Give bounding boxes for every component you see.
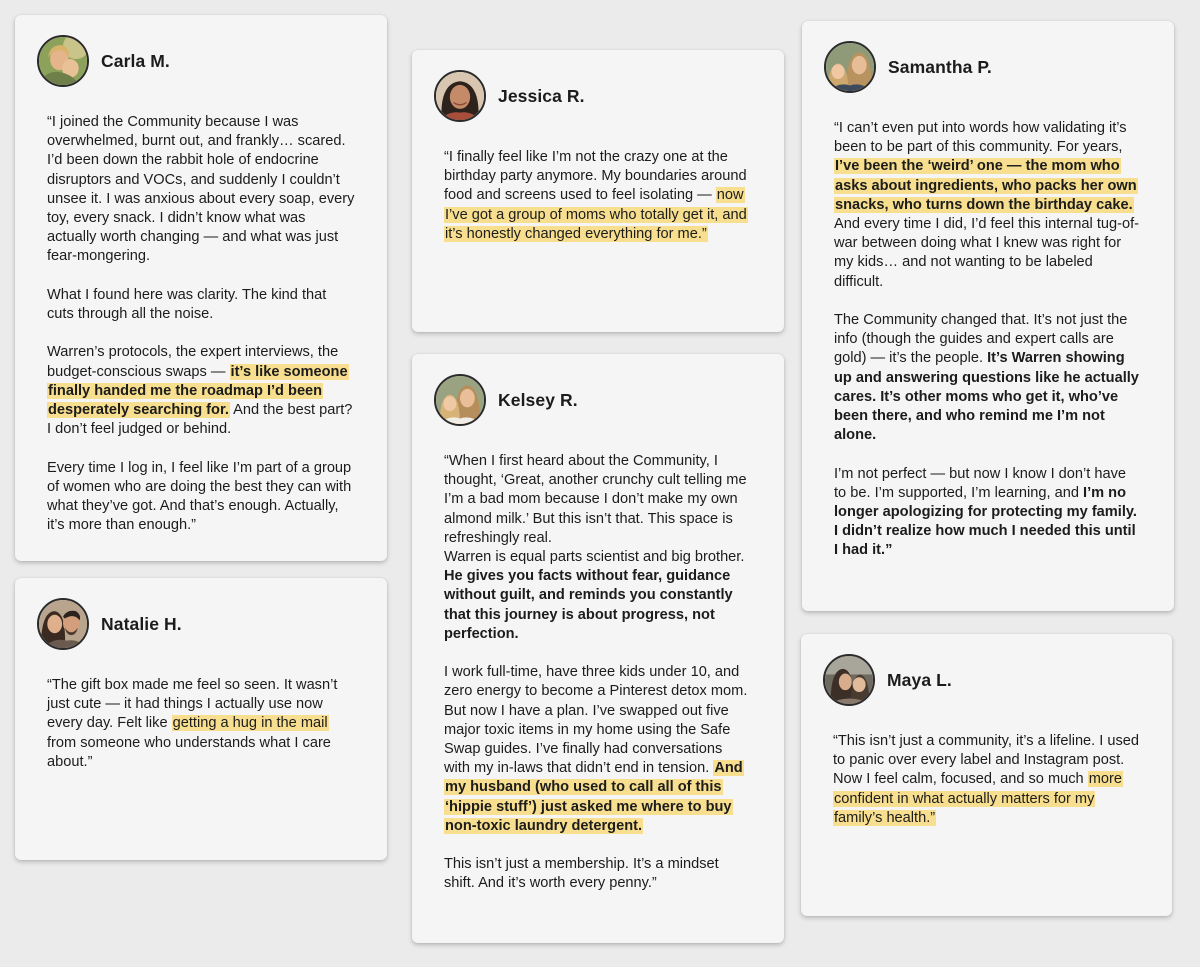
testimonial-quote xyxy=(834,119,1142,561)
testimonial-card-maya xyxy=(801,634,1172,916)
avatar xyxy=(823,654,875,706)
testimonial-quote xyxy=(833,732,1140,828)
author-name: Jessica R. xyxy=(498,85,585,106)
avatar xyxy=(434,70,486,122)
quote-paragraph: “I finally feel like I’m not the crazy one at the birthday party anymore. My boundaries around food and screens used to feel isolating — now I’ve got a group of moms who totally get it, and it’s honestly changed everything for me.” xyxy=(444,149,747,242)
quote-paragraph: “This isn’t just a community, it’s a lifeline. I used to panic over every label and Instagram post. Now I feel calm, focused, and so much more confident in what actually matters for my family’s health.” xyxy=(833,733,1140,826)
bold-text: He gives you facts without fear, guidance without guilt, and reminds you constantly that this journey is about progress, not perfection. xyxy=(444,568,733,642)
highlighted-text: And my husband (who used to call all of this ‘hippie stuff’) just asked me where to buy non-toxic laundry detergent. xyxy=(445,760,743,834)
highlighted-text: more confident in what actually matters for my family’s health.” xyxy=(834,771,1122,826)
quote-paragraph: “I joined the Community because I was overwhelmed, burnt out, and frankly… scared. I’d been down the rabbit hole of endocrine disruptors and VOCs, and suddenly I couldn’t unsee it. I was anxious about every soap, every toy, every snack. I didn’t know what was actually worth changing — and what was just fear-mongering. xyxy=(47,114,355,265)
testimonial-quote xyxy=(444,148,752,244)
highlighted-text: now I’ve got a group of moms who totally get it, and it’s honestly changed everything for me.” xyxy=(445,187,747,242)
quote-paragraph: “The gift box made me feel so seen. It wasn’t just cute — it had things I actually use now every day. Felt like getting a hug in the mail from someone who understands what I care about.” xyxy=(47,677,338,770)
testimonial-quote xyxy=(444,452,752,894)
highlighted-text: I’ve been the ‘weird’ one — the mom who asks about ingredients, who packs her own snacks, who turns down the birthday cake. xyxy=(835,158,1137,213)
avatar-photo-kelsey-icon xyxy=(436,376,484,424)
quote-paragraph: Warren’s protocols, the expert interviews, the budget-conscious swaps — it’s like someone finally handed me the roadmap I’d been desperately searching for. And the best part? I don’t feel judged or behind. xyxy=(47,344,353,438)
card-header xyxy=(824,41,1142,93)
quote-paragraph: “I can’t even put into words how validating it’s been to be part of this community. For years, I’ve been the ‘weird’ one — the mom who asks about ingredients, who packs her own snacks, who turns down the birthday cake. And every time I did, I’d feel this internal tug-of-war between doing what I knew was right for my kids… and not wanting to be labeled difficult. xyxy=(834,120,1139,290)
quote-paragraph: Every time I log in, I feel like I’m part of a group of women who are doing the best they can with what they’ve got. And that’s enough. Actually, it’s more than enough.” xyxy=(47,459,352,534)
quote-paragraph: What I found here was clarity. The kind that cuts through all the noise. xyxy=(47,286,327,323)
card-header xyxy=(823,654,1140,706)
avatar-photo-natalie-icon xyxy=(39,600,87,648)
avatar-photo-carla-icon xyxy=(39,37,87,85)
bold-text: It’s Warren showing up and answering questions like he actually cares. It’s other moms who get it, who’ve been there, and who remind me I’m not alone. xyxy=(834,350,1139,444)
quote-paragraph: I’m not perfect — but now I know I don’t have to be. I’m supported, I’m learning, and I’m no longer apologizing for protecting my family. I didn’t realize how much I needed this until I had it.” xyxy=(834,465,1137,559)
testimonial-quote xyxy=(47,676,355,772)
avatar xyxy=(37,35,89,87)
testimonial-card-samantha xyxy=(802,21,1174,611)
author-name: Carla M. xyxy=(101,50,170,71)
testimonial-card-carla xyxy=(15,15,387,561)
quote-paragraph: I work full-time, have three kids under 10, and zero energy to become a Pinterest detox mom. But now I have a plan. I’ve swapped out five major toxic items in my home using the Safe Swap guides. I’ve finally had conversations with my in-laws that didn’t end in tension. And my husband (who used to call all of this ‘hippie stuff’) just asked me where to buy non-toxic laundry detergent. xyxy=(444,664,748,834)
avatar-photo-maya-icon xyxy=(825,656,873,704)
testimonial-card-jessica xyxy=(412,50,784,332)
avatar-photo-samantha-icon xyxy=(826,43,874,91)
quote-paragraph: This isn’t just a membership. It’s a mindset shift. And it’s worth every penny.” xyxy=(444,856,719,892)
avatar xyxy=(824,41,876,93)
author-name: Natalie H. xyxy=(101,613,182,634)
testimonial-card-kelsey xyxy=(412,354,784,943)
card-header xyxy=(37,35,355,87)
author-name: Samantha P. xyxy=(888,56,992,77)
bold-text: I’m no longer apologizing for protecting my family. I didn’t realize how much I needed this until I had it.” xyxy=(834,484,1137,559)
testimonial-quote xyxy=(47,113,355,535)
card-header xyxy=(37,598,355,650)
author-name: Maya L. xyxy=(887,669,952,690)
highlighted-text: getting a hug in the mail xyxy=(172,715,328,732)
author-name: Kelsey R. xyxy=(498,389,578,410)
quote-paragraph: “When I first heard about the Community, I thought, ‘Great, another crunchy cult telling me I’m a bad mom because I don’t make my own almond milk.’ But this isn’t that. This space is refreshingly real. Warren is equal parts scientist and big brother. He gives you facts without fear, guidance without guilt, and reminds you constantly that this journey is about progress, not perfection. xyxy=(444,453,747,642)
card-header xyxy=(434,374,752,426)
card-header xyxy=(434,70,752,122)
testimonial-card-natalie xyxy=(15,578,387,860)
avatar xyxy=(434,374,486,426)
highlighted-text: it’s like someone finally handed me the roadmap I’d been desperately searching for. xyxy=(48,363,348,419)
avatar xyxy=(37,598,89,650)
quote-paragraph: The Community changed that. It’s not just the info (though the guides and expert calls are gold) — it’s the people. It’s Warren showing up and answering questions like he actually cares. It’s other moms who get it, who’ve been there, and who remind me I’m not alone. xyxy=(834,312,1139,444)
avatar-photo-jessica-icon xyxy=(436,72,484,120)
